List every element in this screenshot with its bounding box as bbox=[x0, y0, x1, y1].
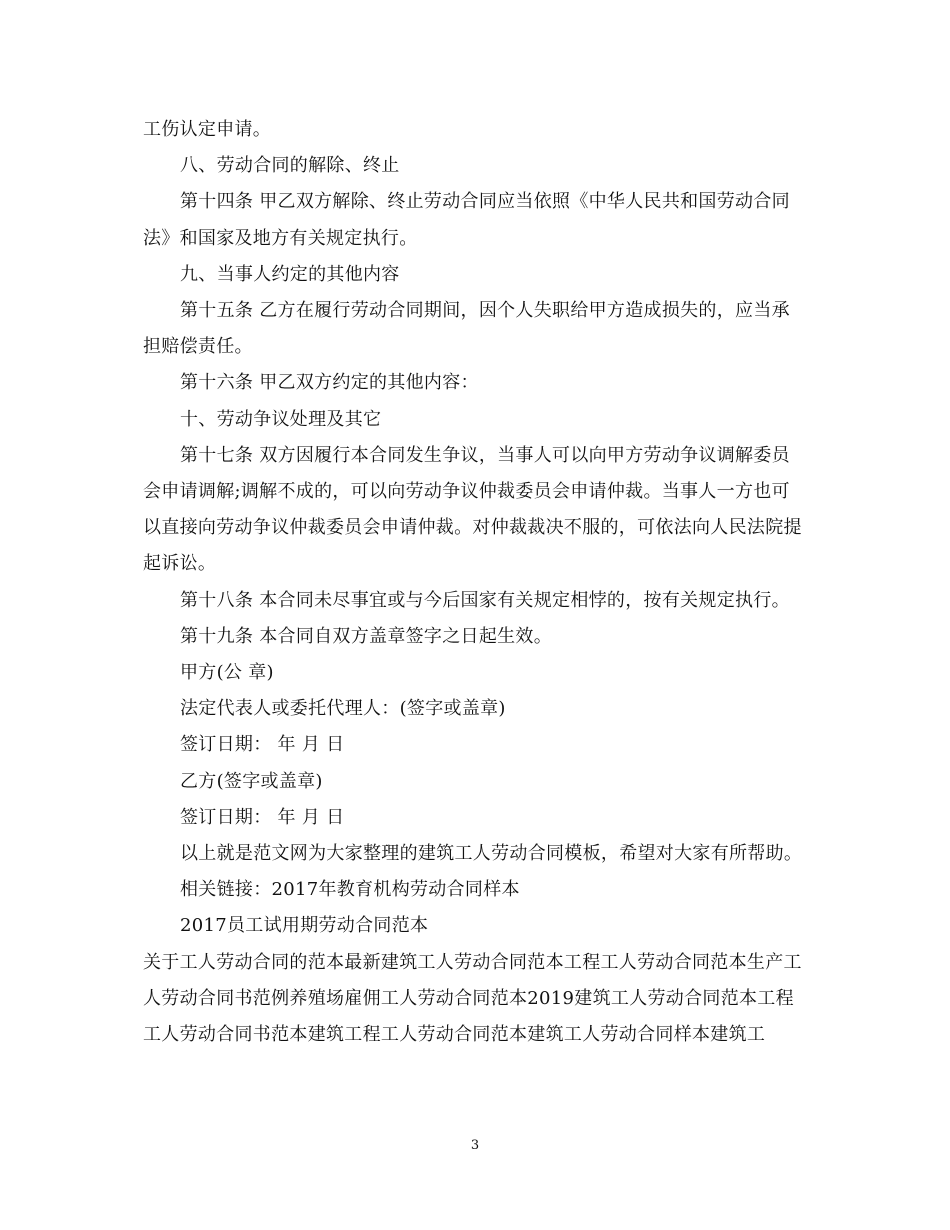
article-17: 第十七条 双方因履行本合同发生争议，当事人可以向甲方劳动争议调解委员会申请调解;调解不成的，可以向劳动争议仲裁委员会申请仲裁。当事人一方也可以直接向劳动争议仲裁委员会申请仲裁。对仲裁裁决不服的，可依法向人民法院提起诉讼。 bbox=[143, 444, 802, 575]
page-number: 3 bbox=[470, 1138, 480, 1153]
party-b-date-line: 签订日期： 年 月 日 bbox=[180, 806, 345, 828]
document-body bbox=[143, 112, 808, 1053]
party-a-seal-line: 甲方(公 章) bbox=[180, 662, 274, 684]
article-19: 第十九条 本合同自双方盖章签字之日起生效。 bbox=[180, 625, 553, 647]
article-15: 第十五条 乙方在履行劳动合同期间，因个人失职给甲方造成损失的，应当承担赔偿责任。 bbox=[143, 300, 790, 358]
section-heading-other-terms: 九、当事人约定的其他内容 bbox=[180, 263, 400, 285]
article-18: 第十八条 本合同未尽事宜或与今后国家有关规定相悖的，按有关规定执行。 bbox=[180, 589, 790, 611]
party-b-signature-line: 乙方(签字或盖章) bbox=[180, 770, 323, 792]
related-keywords: 关于工人劳动合同的范本最新建筑工人劳动合同范本工程工人劳动合同范本生产工人劳动合同书范例养殖场雇佣工人劳动合同范本2019建筑工人劳动合同范本工程工人劳动合同书范本建筑工程工人劳动合同范本建筑工人劳动合同样本建筑工 bbox=[143, 951, 802, 1046]
closing-paragraph: 以上就是范文网为大家整理的建筑工人劳动合同模板，希望对大家有所帮助。 bbox=[180, 843, 803, 865]
section-heading-termination: 八、劳动合同的解除、终止 bbox=[180, 155, 400, 177]
representative-signature-line: 法定代表人或委托代理人：(签字或盖章) bbox=[180, 698, 506, 720]
related-link-2: 2017员工试用期劳动合同范本 bbox=[180, 915, 429, 937]
section-heading-disputes: 十、劳动争议处理及其它 bbox=[180, 408, 382, 430]
article-14: 第十四条 甲乙双方解除、终止劳动合同应当依照《中华人民共和国劳动合同法》和国家及地方有关规定执行。 bbox=[143, 191, 790, 249]
article-16: 第十六条 甲乙双方约定的其他内容： bbox=[180, 372, 479, 394]
paragraph: 工伤认定申请。 bbox=[143, 119, 272, 140]
party-a-date-line: 签订日期： 年 月 日 bbox=[180, 734, 345, 756]
related-link-1: 相关链接：2017年教育机构劳动合同样本 bbox=[180, 879, 520, 901]
